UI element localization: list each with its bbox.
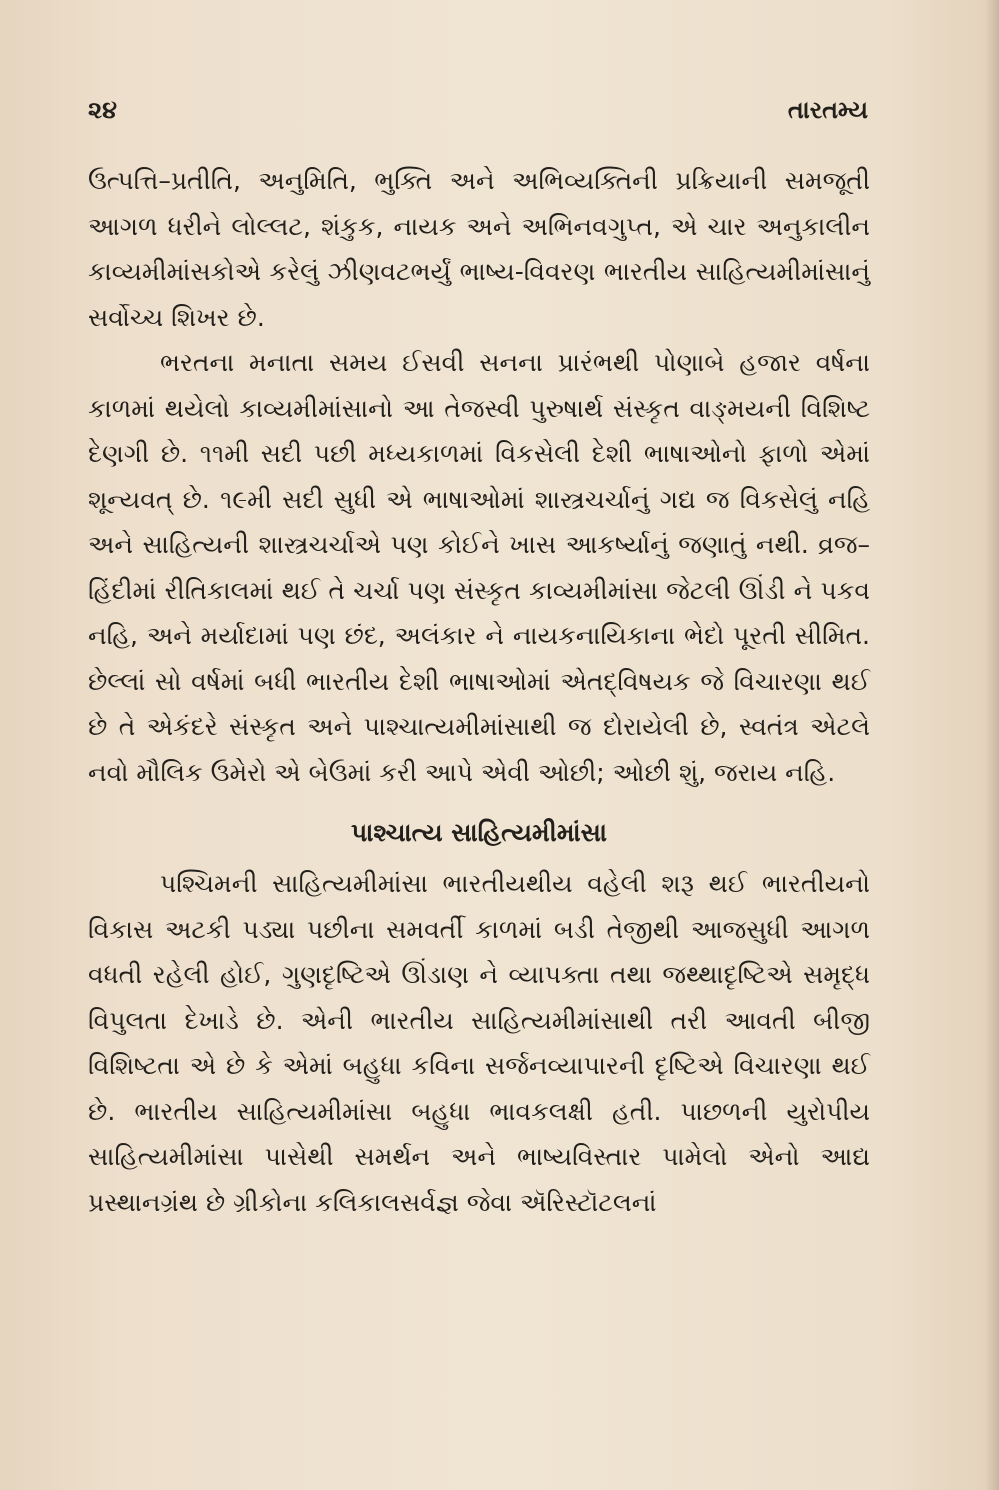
- paragraph-3: પશ્ચિમની સાહિત્યમીમાંસા ભારતીયથીય વહેલી શરૂ થઈ ભારતીયનો વિકાસ અટકી પડ્યા પછીના સમવર્તી કાળમાં બડી તેજીથી આજસુધી આગળ વધતી રહેલી હોઈ, ગુણદૃષ્ટિએ ઊંડાણ ને વ્યાપક્તા તથા જથ્થાદૃષ્ટિએ સમૃદ્ધ વિપુલતા દેખાડે છે. એની ભારતીય સાહિત્યમીમાંસાથી તરી આવતી બીજી વિશિષ્ટતા એ છે કે એમાં બહુધા કવિના સર્જનવ્યાપારની દૃષ્ટિએ વિચારણા થઈ છે. ભારતીય સાહિત્યમીમાંસા બહુધા ભાવકલક્ષી હતી. પાછળની યુરોપીય સાહિત્યમીમાંસા પાસેથી સમર્થન અને ભાષ્યવિસ્તાર પામેલો એનો આદ્ય પ્રસ્થાનગ્રંથ છે ગ્રીકોના કલિકાલસર્વજ્ઞ જેવા ઍરિસ્ટૉટલનાં: [88, 869, 870, 1217]
- page-body: [88, 158, 870, 1225]
- page-number: ૨૪: [88, 96, 117, 124]
- page-header: [88, 96, 868, 136]
- paragraph-2: ભરતના મનાતા સમય ઈસવી સનના પ્રારંભથી પોણાબે હજાર વર્ષના કાળમાં થયેલો કાવ્યમીમાંસાનો આ તેજસ્વી પુરુષાર્થ સંસ્કૃત વાઙ્મયની વિશિષ્ટ દેણગી છે. ૧૧મી સદી પછી મધ્યકાળમાં વિકસેલી દેશી ભાષાઓનો ફાળો એમાં શૂન્યવત્ છે. ૧૯મી સદી સુધી એ ભાષાઓમાં શાસ્ત્રચર્ચાનું ગદ્ય જ વિકસેલું નહિ અને સાહિત્યની શાસ્ત્રચર્ચાએ પણ કોઈને ખાસ આકર્ષ્યાનું જણાતું નથી. વ્રજ–હિંદીમાં રીતિકાલમાં થઈ તે ચર્ચા પણ સંસ્કૃત કાવ્યમીમાંસા જેટલી ઊંડી ને પકવ નહિ, અને મર્યાદામાં પણ છંદ, અલંકાર ને નાયકનાયિકાના ભેદો પૂરતી સીમિત. છેલ્લાં સો વર્ષમાં બધી ભારતીય દેશી ભાષાઓમાં એતદ્‌વિષયક જે વિચારણા થઈ છે તે એકંદરે સંસ્કૃત અને પાશ્ચાત્યમીમાંસાથી જ દોરાયેલી છે, સ્વતંત્ર એટલે નવો મૌલિક ઉમેરો એ બેઉમાં કરી આપે એવી ઓછી; ઓછી શું, જરાય નહિ.: [88, 348, 870, 787]
- paragraph-1: ઉત્પત્તિ–પ્રતીતિ, અનુમિતિ, ભુક્તિ અને અભિવ્યક્તિની પ્રક્રિયાની સમજૂતી આગળ ધરીને લોલ્લટ, શંકુક, નાયક અને અભિનવગુપ્ત, એ ચાર અનુકાલીન કાવ્યમીમાંસકોએ કરેલું ઝીણવટભર્યું ભાષ્ય-વિવરણ ભારતીય સાહિત્યમીમાંસાનું સર્વોચ્ચ શિખર છે.: [88, 166, 870, 332]
- page-edge-shadow: [985, 0, 999, 1490]
- running-title: તારતમ્ય: [787, 96, 868, 124]
- section-heading: પાશ્ચાત્ય સાહિત્યમીમાંસા: [351, 818, 607, 847]
